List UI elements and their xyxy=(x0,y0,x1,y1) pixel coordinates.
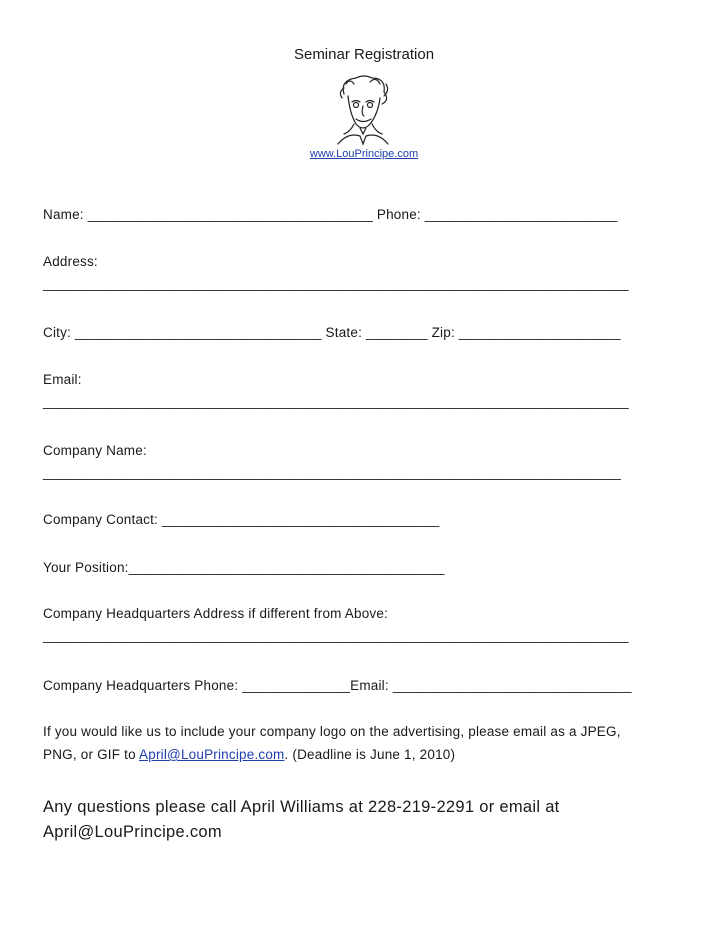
city-state-zip-line[interactable]: City: ________________________________ State: ________ Zip: _____________________ xyxy=(43,325,621,340)
page-title: Seminar Registration xyxy=(293,46,435,63)
company-contact-line[interactable]: Company Contact: ____________________________________ xyxy=(43,512,440,527)
logo-note-prefix: PNG, or GIF to xyxy=(43,747,140,762)
website-link[interactable]: www.LouPrincipe.com xyxy=(309,148,419,160)
your-position-line[interactable]: Your Position:_________________________________________ xyxy=(43,560,445,575)
company-name-blank[interactable]: ___________________________________________________________________________ xyxy=(43,465,622,480)
contact-line1: Any questions please call April Williams at 228-219-2291 or email at xyxy=(43,798,560,816)
name-phone-line[interactable]: Name: _____________________________________ Phone: _________________________ xyxy=(43,207,618,222)
company-name-label: Company Name: xyxy=(43,443,147,458)
logo-note-suffix: . (Deadline is June 1, 2010) xyxy=(284,747,456,762)
hq-address-label: Company Headquarters Address if different from Above: xyxy=(43,606,389,621)
email-label: Email: xyxy=(43,372,82,387)
address-label: Address: xyxy=(43,254,98,269)
logo-note-line2 xyxy=(43,747,455,762)
hq-address-blank[interactable]: ____________________________________________________________________________ xyxy=(43,628,629,643)
logo-note-line1: If you would like us to include your company logo on the advertising, please email as a JPEG, xyxy=(43,724,621,739)
address-blank[interactable]: ____________________________________________________________________________ xyxy=(43,276,629,291)
caricature-logo xyxy=(330,74,396,146)
hq-phone-email-line[interactable]: Company Headquarters Phone: ______________Email: _______________________________ xyxy=(43,678,632,693)
contact-line2: April@LouPrincipe.com xyxy=(43,823,222,841)
email-link[interactable]: April@LouPrincipe.com xyxy=(139,747,285,762)
email-blank[interactable]: ____________________________________________________________________________ xyxy=(43,394,629,409)
